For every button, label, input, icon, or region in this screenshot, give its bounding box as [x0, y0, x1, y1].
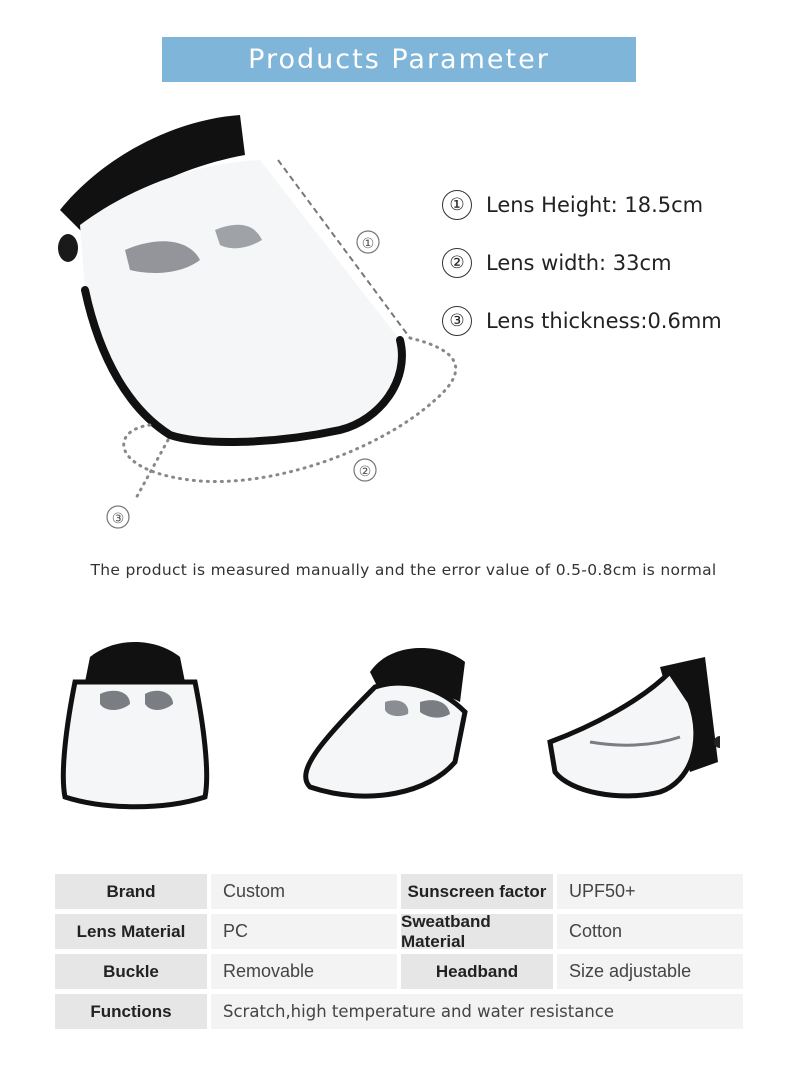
- spec-text: Lens Height: 18.5cm: [486, 193, 704, 217]
- svg-text:②: ②: [358, 464, 372, 480]
- width-marker: [354, 459, 376, 481]
- spec-text: Lens width: 33cm: [486, 251, 672, 275]
- headband-value: Size adjustable: [557, 954, 743, 989]
- headband-label: Headband: [401, 954, 553, 989]
- svg-text:①: ①: [361, 236, 375, 252]
- thickness-marker: [107, 506, 129, 528]
- buckle-label: Buckle: [55, 954, 207, 989]
- table-row: [55, 994, 743, 1029]
- functions-label: Functions: [55, 994, 207, 1029]
- parameter-table: [55, 874, 743, 1034]
- face-shield-diagram: [40, 100, 480, 540]
- sweatband-material-value: Cotton: [557, 914, 743, 949]
- spec-lens-thickness: [442, 292, 722, 350]
- spec-number: ③: [442, 306, 472, 336]
- lens-material-value: PC: [211, 914, 397, 949]
- table-row: [55, 874, 743, 909]
- brand-label: Brand: [55, 874, 207, 909]
- front-view-image: [45, 632, 225, 822]
- side-angle-view-image: [290, 632, 470, 822]
- spec-text: Lens thickness:0.6mm: [486, 309, 722, 333]
- functions-value: Scratch,high temperature and water resistance: [211, 994, 743, 1029]
- svg-text:③: ③: [111, 511, 125, 527]
- spec-lens-width: [442, 234, 722, 292]
- sunscreen-factor-value: UPF50+: [557, 874, 743, 909]
- spec-list: [442, 176, 722, 350]
- page-banner: [162, 37, 636, 82]
- table-row: [55, 911, 743, 951]
- spec-number: ①: [442, 190, 472, 220]
- page-title: Products Parameter: [248, 44, 550, 75]
- sweatband-material-label: Sweatband Material: [401, 914, 553, 949]
- spec-number: ②: [442, 248, 472, 278]
- sunscreen-factor-label: Sunscreen factor: [401, 874, 553, 909]
- table-row: [55, 954, 743, 989]
- lens-material-label: Lens Material: [55, 914, 207, 949]
- buckle-value: Removable: [211, 954, 397, 989]
- brand-value: Custom: [211, 874, 397, 909]
- spec-lens-height: [442, 176, 722, 234]
- measurement-note: The product is measured manually and the error value of 0.5-0.8cm is normal: [90, 561, 717, 579]
- profile-view-image: [540, 632, 720, 822]
- height-marker: [357, 231, 379, 253]
